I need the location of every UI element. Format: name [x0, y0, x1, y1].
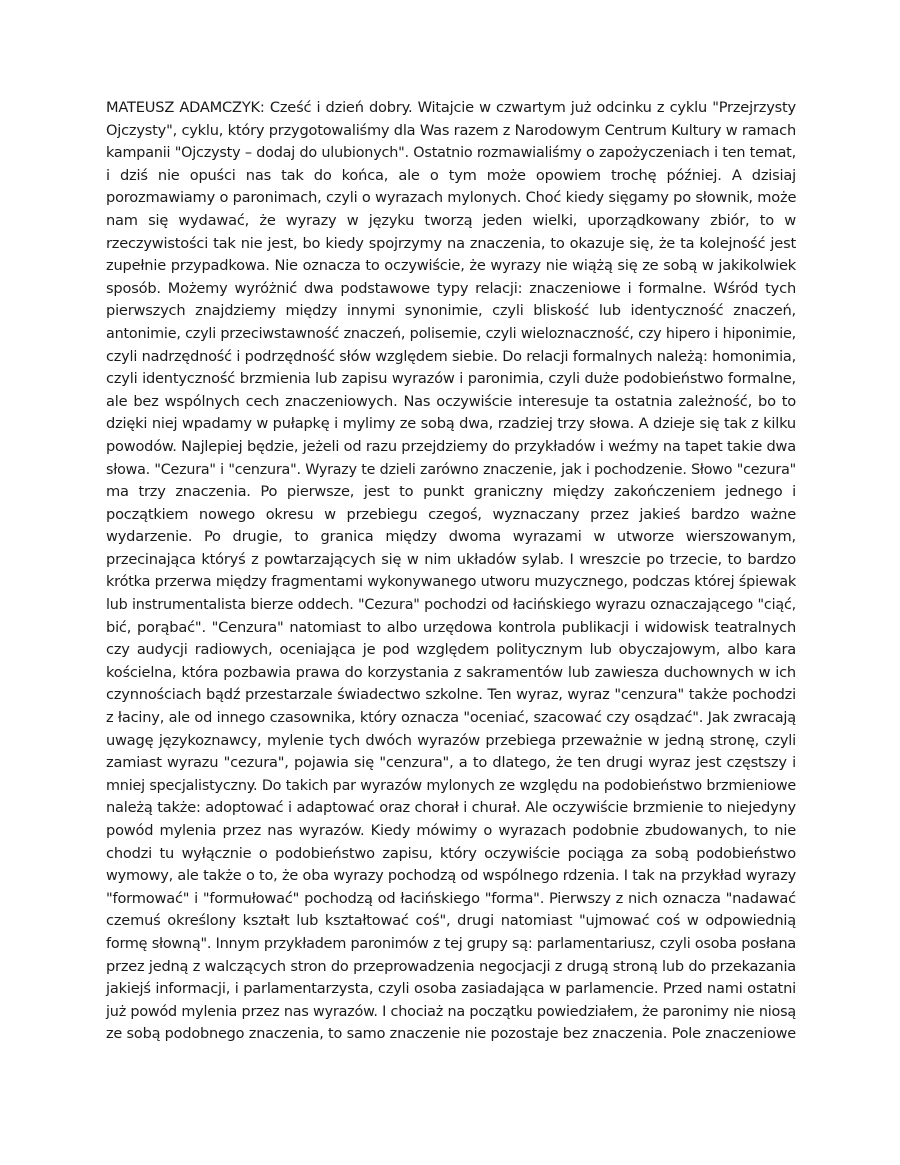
text-line: lub instrumentalista bierze oddech. "Cezura" pochodzi od łacińskiego wyrazu oznaczającego "ciąć,	[106, 597, 796, 614]
text-line: czyli identyczność brzmienia lub zapisu wyrazów i paronimia, czyli duże podobieństwo formalne,	[106, 370, 796, 388]
text-line: czy audycji radiowych, oceniająca je pod względem politycznym lub obyczajowym, albo kara	[106, 641, 796, 659]
text-line: pierwszych znajdziemy między innymi synonimie, czyli bliskość lub identyczność znaczeń,	[106, 302, 796, 320]
text-line: czyli nadrzędność i podrzędność słów względem siebie. Do relacji formalnych należą: homonimia,	[106, 348, 796, 365]
text-line: mniej specjalistyczny. Do takich par wyrazów mylonych ze względu na podobieństwo brzmieniowe	[106, 777, 796, 794]
text-line: Ojczysty", cyklu, który przygotowaliśmy dla Was razem z Narodowym Centrum Kultury w ramach	[106, 121, 796, 139]
text-line: krótka przerwa między fragmentami wykonywanego utworu muzycznego, podczas której śpiewak	[106, 574, 796, 591]
text-line: bić, porąbać". "Cenzura" natomiast to albo urzędowa kontrola publikacji i widowisk teatralnych	[106, 618, 796, 636]
text-line: rzeczywistości tak nie jest, bo kiedy spojrzymy na znaczenia, to okazuje się, że ta kolejność jest	[106, 234, 796, 252]
text-line: zupełnie przypadkowa. Nie oznacza to oczywiście, że wyrazy nie wiążą się ze sobą w jakikolwiek	[106, 257, 796, 275]
text-line: kampanii "Ojczysty – dodaj do ulubionych". Ostatnio rozmawialiśmy o zapożyczeniach i ten temat,	[106, 145, 796, 162]
text-line: jakiejś informacji, i parlamentarzysta, czyli osoba zasiadająca w parlamencie. Przed nami ostatni	[106, 980, 796, 998]
text-line: już powód mylenia przez nas wyrazów. I chociaż na początku powiedziałem, że paronimy nie niosą	[106, 1003, 796, 1020]
text-line: "formować" i "formułować" pochodzą od łacińskiego "forma". Pierwszy z nich oznacza "nadawać	[106, 889, 796, 907]
text-line: antonimie, czyli przeciwstawność znaczeń, polisemie, czyli wieloznaczność, czy hipero i hiponimie,	[106, 325, 796, 342]
text-line: porozmawiamy o paronimach, czyli o wyrazach mylonych. Choć kiedy sięgamy po słownik, może	[106, 189, 797, 207]
text-line: formę słowną". Innym przykładem paronimów z tej grupy są: parlamentariusz, czyli osoba posłana	[106, 935, 796, 952]
text-line: powód mylenia przez nas wyrazów. Kiedy mówimy o wyrazach podobnie zbudowanych, to nie	[106, 822, 796, 839]
text-line: ale bez wspólnych cech znaczeniowych. Nas oczywiście interesuje ta ostatnia zależność, bo to	[106, 392, 796, 410]
transcript-paragraph	[106, 97, 796, 1046]
text-line: zamiast wyrazu "cezura", pojawia się "cenzura", a to dlatego, że ten drugi wyraz jest częstszy i	[106, 754, 796, 772]
text-line: kościelna, która pozbawia prawa do korzystania z sakramentów lub zawiesza duchownych w ich	[106, 663, 796, 681]
text-line: sposób. Możemy wyróżnić dwa podstawowe typy relacji: znaczeniowe i formalne. Wśród tych	[106, 279, 796, 297]
text-line: ze sobą podobnego znaczenia, to samo znaczenie nie pozostaje bez znaczenia. Pole znaczeniowe	[106, 1026, 796, 1043]
text-line: z łaciny, ale od innego czasownika, który oznacza "oceniać, szacować czy osądzać". Jak zwracają	[106, 709, 796, 727]
text-line: chodzi tu wyłącznie o podobieństwo zapisu, który oczywiście pociąga za sobą podobieństwo	[106, 844, 796, 862]
text-line: słowa. "Cezura" i "cenzura". Wyrazy te dzieli zarówno znaczenie, jak i pochodzenie. Słowo "cezura"	[106, 461, 796, 478]
text-line: wydarzenie. Po drugie, to granica między dwoma wyrazami w utworze wierszowanym,	[106, 528, 796, 546]
text-line: początkiem nowego okresu w przebiegu czegoś, wyznaczany przez jakieś bardzo ważne	[106, 505, 796, 523]
text-line: należą także: adoptować i adaptować oraz chorał i churał. Ale oczywiście brzmienie to niejedyny	[106, 799, 796, 817]
text-line: czynnościach bądź przestarzale świadectwo szkolne. Ten wyraz, wyraz "cenzura" także pochodzi	[106, 686, 796, 704]
text-line: ma trzy znaczenia. Po pierwsze, jest to punkt graniczny między zakończeniem jednego i	[106, 483, 796, 501]
text-line: dzięki niej wpadamy w pułapkę i mylimy ze sobą dwa, rzadziej trzy słowa. A dzieje się tak z kilku	[106, 415, 796, 433]
text-line: przez jedną z walczących stron do przeprowadzenia negocjacji z drugą stroną lub do przekazania	[106, 957, 796, 975]
text-line: nam się wydawać, że wyrazy w języku tworzą jeden wielki, uporządkowany zbiór, to w	[106, 211, 796, 229]
text-line: przecinająca któryś z powtarzających się w nim układów sylab. I wreszcie po trzecie, to bardzo	[106, 550, 796, 568]
text-line: uwagę językoznawcy, mylenie tych dwóch wyrazów przebiega przeważnie w jedną stronę, czyli	[106, 731, 796, 749]
text-line: i dziś nie opuści nas tak do końca, ale o tym może opowiem trochę później. A dzisiaj	[106, 166, 796, 184]
text-line: MATEUSZ ADAMCZYK: Cześć i dzień dobry. Witajcie w czwartym już odcinku z cyklu "Przejrzysty	[106, 99, 796, 116]
text-line: czemuś określony kształt lub kształtować coś", drugi natomiast "ujmować coś w odpowiednią	[106, 912, 796, 930]
text-line: powodów. Najlepiej będzie, jeżeli od razu przejdziemy do przykładów i weźmy na tapet takie dwa	[106, 437, 796, 455]
text-line: wymowy, ale także o to, że oba wyrazy pochodzą od wspólnego rdzenia. I tak na przykład wyrazy	[106, 868, 796, 885]
